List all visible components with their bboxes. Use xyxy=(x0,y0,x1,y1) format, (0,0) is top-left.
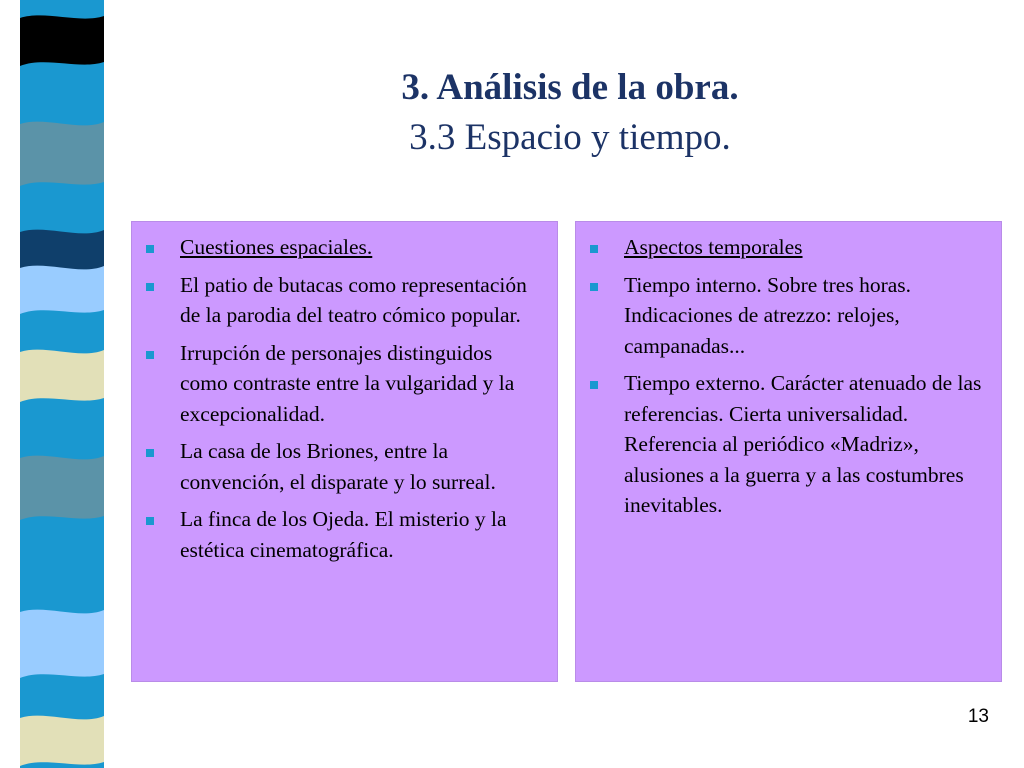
left-panel-heading: Cuestiones espaciales. xyxy=(180,235,373,259)
list-item xyxy=(132,270,545,331)
list-item-text: Irrupción de personajes distinguidos como contraste entre la vulgaridad y la excepcionalidad. xyxy=(180,340,515,426)
list-item-text: Tiempo externo. Carácter atenuado de las referencias. Cierta universalidad. Referencia al periódico «Madriz», alusiones a la guerra y a las costumbres inevitables. xyxy=(624,371,982,517)
list-item xyxy=(132,436,545,497)
right-bullet-list xyxy=(576,222,1001,521)
page-number: 13 xyxy=(967,706,989,727)
slide-header xyxy=(120,62,1020,162)
list-item xyxy=(132,232,545,263)
square-bullet-icon xyxy=(146,351,154,359)
square-bullet-icon xyxy=(590,381,598,389)
square-bullet-icon xyxy=(590,245,598,253)
list-item-text: La finca de los Ojeda. El misterio y la estética cinematográfica. xyxy=(180,507,507,562)
square-bullet-icon xyxy=(146,283,154,291)
square-bullet-icon xyxy=(590,283,598,291)
list-item xyxy=(132,504,545,565)
right-panel-temporal xyxy=(575,221,1002,682)
right-panel-heading: Aspectos temporales xyxy=(624,235,803,259)
decorative-side-strip xyxy=(0,0,104,768)
square-bullet-icon xyxy=(146,245,154,253)
left-bullet-list xyxy=(132,222,557,565)
list-item xyxy=(576,368,989,521)
slide-title: 3. Análisis de la obra. xyxy=(401,67,739,108)
square-bullet-icon xyxy=(146,449,154,457)
list-item xyxy=(132,338,545,430)
list-item-text: Tiempo interno. Sobre tres horas. Indicaciones de atrezzo: relojes, campanadas... xyxy=(624,272,912,358)
list-item-text: La casa de los Briones, entre la convención, el disparate y lo surreal. xyxy=(180,439,496,494)
square-bullet-icon xyxy=(146,517,154,525)
list-item xyxy=(576,232,989,263)
left-panel-spatial xyxy=(131,221,558,682)
list-item xyxy=(576,270,989,362)
list-item-text: El patio de butacas como representación de la parodia del teatro cómico popular. xyxy=(180,272,527,327)
slide-subtitle: 3.3 Espacio y tiempo. xyxy=(409,117,731,158)
